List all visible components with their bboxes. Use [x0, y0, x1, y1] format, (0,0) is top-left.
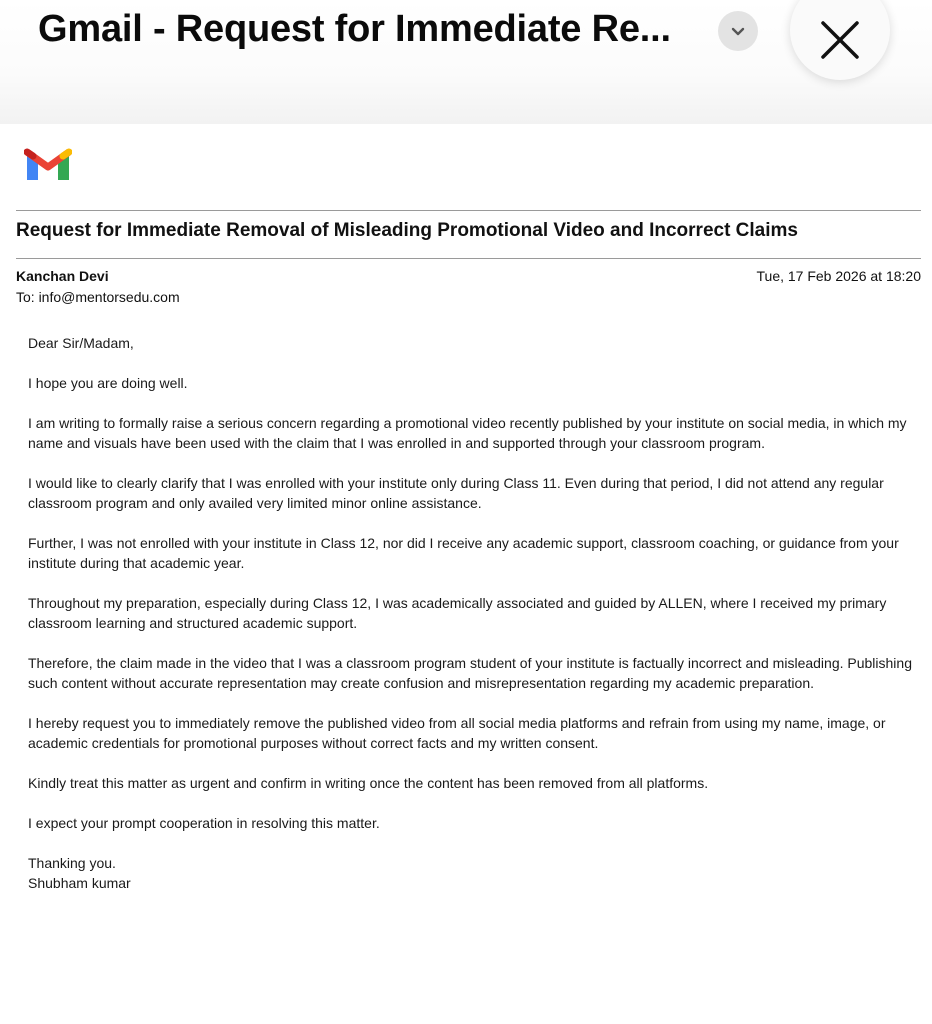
body-paragraph: I expect your prompt cooperation in resolving this matter.	[28, 815, 380, 831]
body-paragraph: Kindly treat this matter as urgent and confirm in writing once the content has been removed from all platforms.	[28, 775, 709, 791]
divider-top	[16, 210, 921, 211]
body-paragraph: Further, I was not enrolled with your institute in Class 12, nor did I receive any academic support, classroom coaching, or guidance from your institute during that academic year.	[28, 535, 899, 571]
closing-line: Thanking you.	[28, 855, 116, 871]
body-paragraph: Throughout my preparation, especially during Class 12, I was academically associated and guided by ALLEN, where I received my primary classroom learning and structured academic support.	[28, 595, 887, 631]
body-paragraph: Dear Sir/Madam,	[28, 335, 134, 351]
close-icon	[820, 20, 860, 60]
body-paragraph: I hope you are doing well.	[28, 375, 188, 391]
body-paragraph: I hereby request you to immediately remove the published video from all social media platforms and refrain from using my name, image, or academic credentials for promotional purposes without correct facts and my written consent.	[28, 715, 886, 751]
body-paragraph: I would like to clearly clarify that I was enrolled with your institute only during Class 11. Even during that period, I did not attend any regular classroom program and only availed very limited minor online assistance.	[28, 475, 884, 511]
gmail-logo-icon	[24, 146, 72, 182]
expand-title-button[interactable]	[718, 11, 758, 51]
email-subject: Request for Immediate Removal of Misleading Promotional Video and Incorrect Claims	[16, 220, 798, 241]
recipient-line: To: info@mentorsedu.com	[16, 289, 180, 305]
email-timestamp: Tue, 17 Feb 2026 at 18:20	[756, 268, 921, 284]
title-bar	[0, 0, 932, 124]
body-paragraph: Therefore, the claim made in the video that I was a classroom program student of your institute is factually incorrect and misleading. Publishing such content without accurate representation may create confusion and misrepresentation regarding my academic preparation.	[28, 655, 912, 691]
window-title: Gmail - Request for Immediate Re...	[38, 8, 671, 50]
chevron-down-icon	[728, 21, 748, 41]
email-body	[28, 333, 913, 893]
close-button[interactable]	[790, 0, 890, 80]
sender-name: Kanchan Devi	[16, 268, 109, 284]
divider-bottom	[16, 258, 921, 259]
body-paragraph: I am writing to formally raise a serious concern regarding a promotional video recently published by your institute on social media, in which my name and visuals have been used with the claim that I was enrolled in and supported through your classroom program.	[28, 415, 907, 451]
signature: Shubham kumar	[28, 875, 131, 891]
